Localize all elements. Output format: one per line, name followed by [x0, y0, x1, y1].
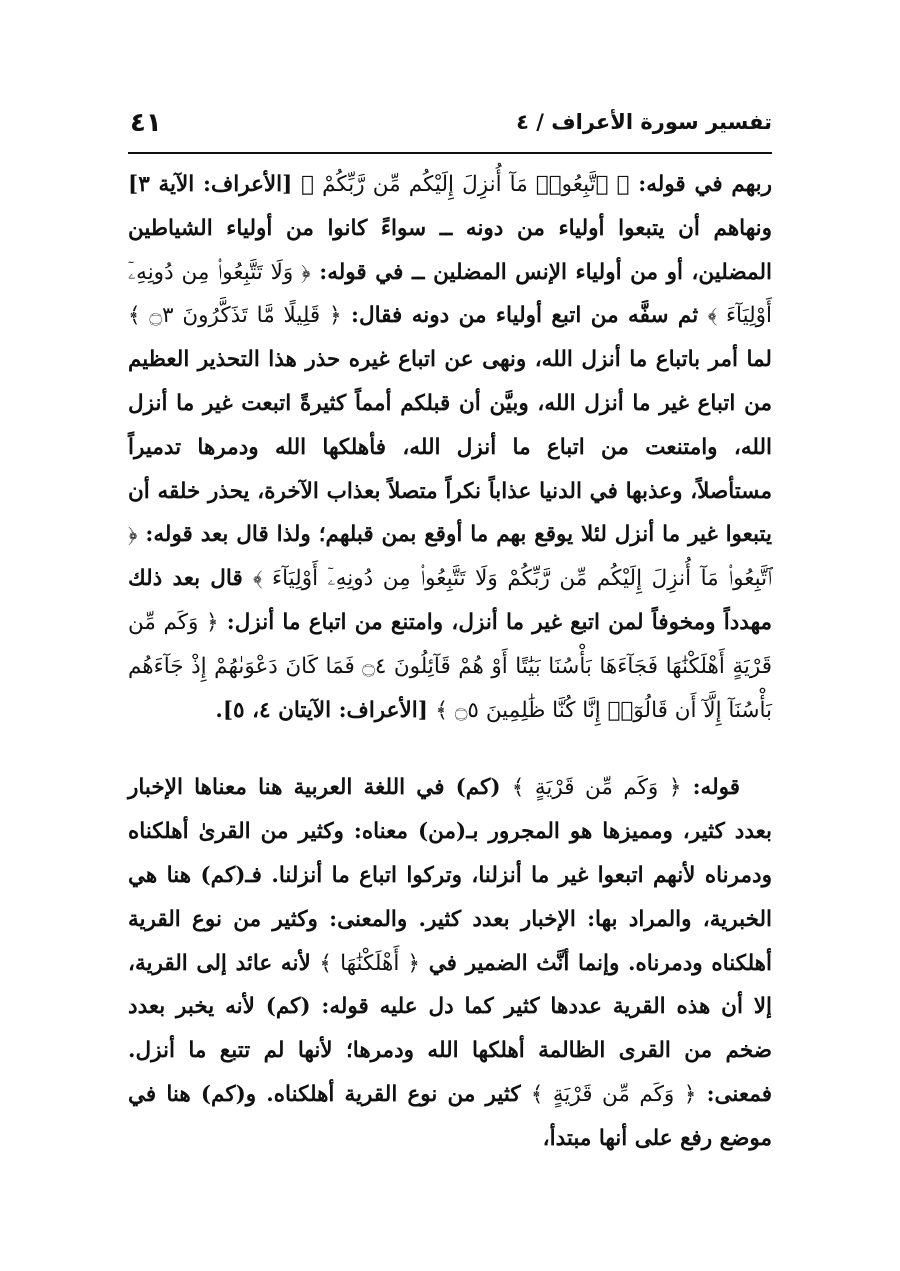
text-run: لما أمر باتباع ما أنزل الله، ونهى عن اتباع غيره حذر هذا التحذير العظيم من اتباع غير ما أنزل الله، وبيَّن أن قبلكم أمماً كثيرةً اتبعت غير ما أنزل الله، وامتنعت من اتباع ما أنزل الله، فأهلكها الله ودمرها تدميراً مستأصلاً، وعذبها في الدنيا عذاباً نكراً متصلاً بعذاب الآخرة، يحذر خلقه أن يتبعوا غير ما أنزل لئلا يوقع بهم ما أوقع بمن قبلهم؛ ولذا قال بعد قوله:	[128, 347, 772, 548]
text-run: ربهم في قوله:	[629, 172, 773, 197]
page-number: ٤١	[130, 108, 162, 138]
paragraph-2	[128, 766, 772, 1160]
text-run: [الأعراف: الآيتان ٤، ٥].	[215, 697, 436, 723]
text-run: (كم) في اللغة العربية هنا معناها الإخبار بعدد كثير، ومميزها هو المجرور بـ(من) معناه: وكثير من القرىٰ أهلكناه ودمرناه لأنهم اتبعوا غير ما أنزلنا، وتركوا اتباع ما أنزلنا. فـ(كم) هنا هي الخبرية، والمراد بها: الإخبار بعدد كثير. والمعنى: وكثير من نوع القرية أهلكناه ودمرناه. وإنما أنَّث الضمير في	[128, 775, 772, 976]
quran-quote: ﴿ ٱتَّبِعُوا۟ مَآ أُنزِلَ إِلَيْكُم مِّن رَّبِّكُمْ وَلَا تَتَّبِعُوا۟ مِن دُونِهِۦٓ أَوْلِيَآءَ ﴾	[128, 522, 772, 592]
quran-quote: ﴿ وَكَم مِّن قَرْيَةٍ ﴾	[511, 775, 682, 801]
quran-quote: ﴿ قَلِيلًا مَّا تَذَكَّرُونَ ۝٣ ﴾	[128, 303, 342, 329]
page-body	[128, 163, 772, 1161]
running-title: تفسير سورة الأعراف / ٤	[516, 110, 772, 134]
quran-quote: ﴿ ٱتَّبِعُوا۟ مَآ أُنزِلَ إِلَيْكُم مِّن رَّبِّكُمْ ﴾	[301, 172, 630, 197]
text-run: قوله:	[681, 775, 741, 801]
paragraph-1	[128, 163, 772, 732]
quran-quote: ﴿ وَكَم مِّن قَرْيَةٍ ﴾	[530, 1081, 697, 1107]
text-run: ثم سفَّه من اتبع أولياء من دونه فقال:	[341, 303, 708, 329]
quran-quote: ﴿ أَهْلَكْنَٰهَا ﴾	[319, 950, 420, 976]
page-header	[128, 108, 772, 148]
text-run: كثير من نوع القرية أهلكناه. و(كم) هنا في موضع رفع على أنها مبتدأ،	[128, 1081, 772, 1151]
quran-quote: ﴿ وَلَا تَتَّبِعُوا۟ مِن دُونِهِۦٓ أَوْلِيَآءَ ﴾	[128, 259, 773, 329]
header-rule	[128, 152, 772, 154]
text-run: قال بعد ذلك مهدداً ومخوفاً لمن اتبع غير ما أنزل، وامتنع من اتباع ما أنزل:	[128, 566, 773, 635]
text-run: لأنه عائد إلى القرية، إلا أن هذه القرية عددها كثير كما دل عليه قوله: (كم) لأنه يخبر بعدد ضخم من القرى الظالمة أهلكها الله ودمرها؛ لأنها لم تتبع ما أنزل. فمعنى:	[128, 950, 772, 1107]
text-run: [الأعراف: الآية ٣] ونهاهم أن يتبعوا أولياء من دونه ــ سواءً كانوا من أولياء الشياطين المضلين، أو من أولياء الإنس المضلين ــ في قوله:	[128, 172, 772, 285]
quran-quote: ﴿ وَكَم مِّن قَرْيَةٍ أَهْلَكْنَٰهَا فَجَآءَهَا بَأْسُنَا بَيَٰتًا أَوْ هُمْ قَآئِلُونَ ۝٤ فَمَا كَانَ دَعْوَىٰهُمْ إِذْ جَآءَهُم بَأْسُنَآ إِلَّآ أَن قَالُوٓا۟ إِنَّا كُنَّا ظَٰلِمِينَ ۝٥ ﴾	[128, 609, 772, 723]
